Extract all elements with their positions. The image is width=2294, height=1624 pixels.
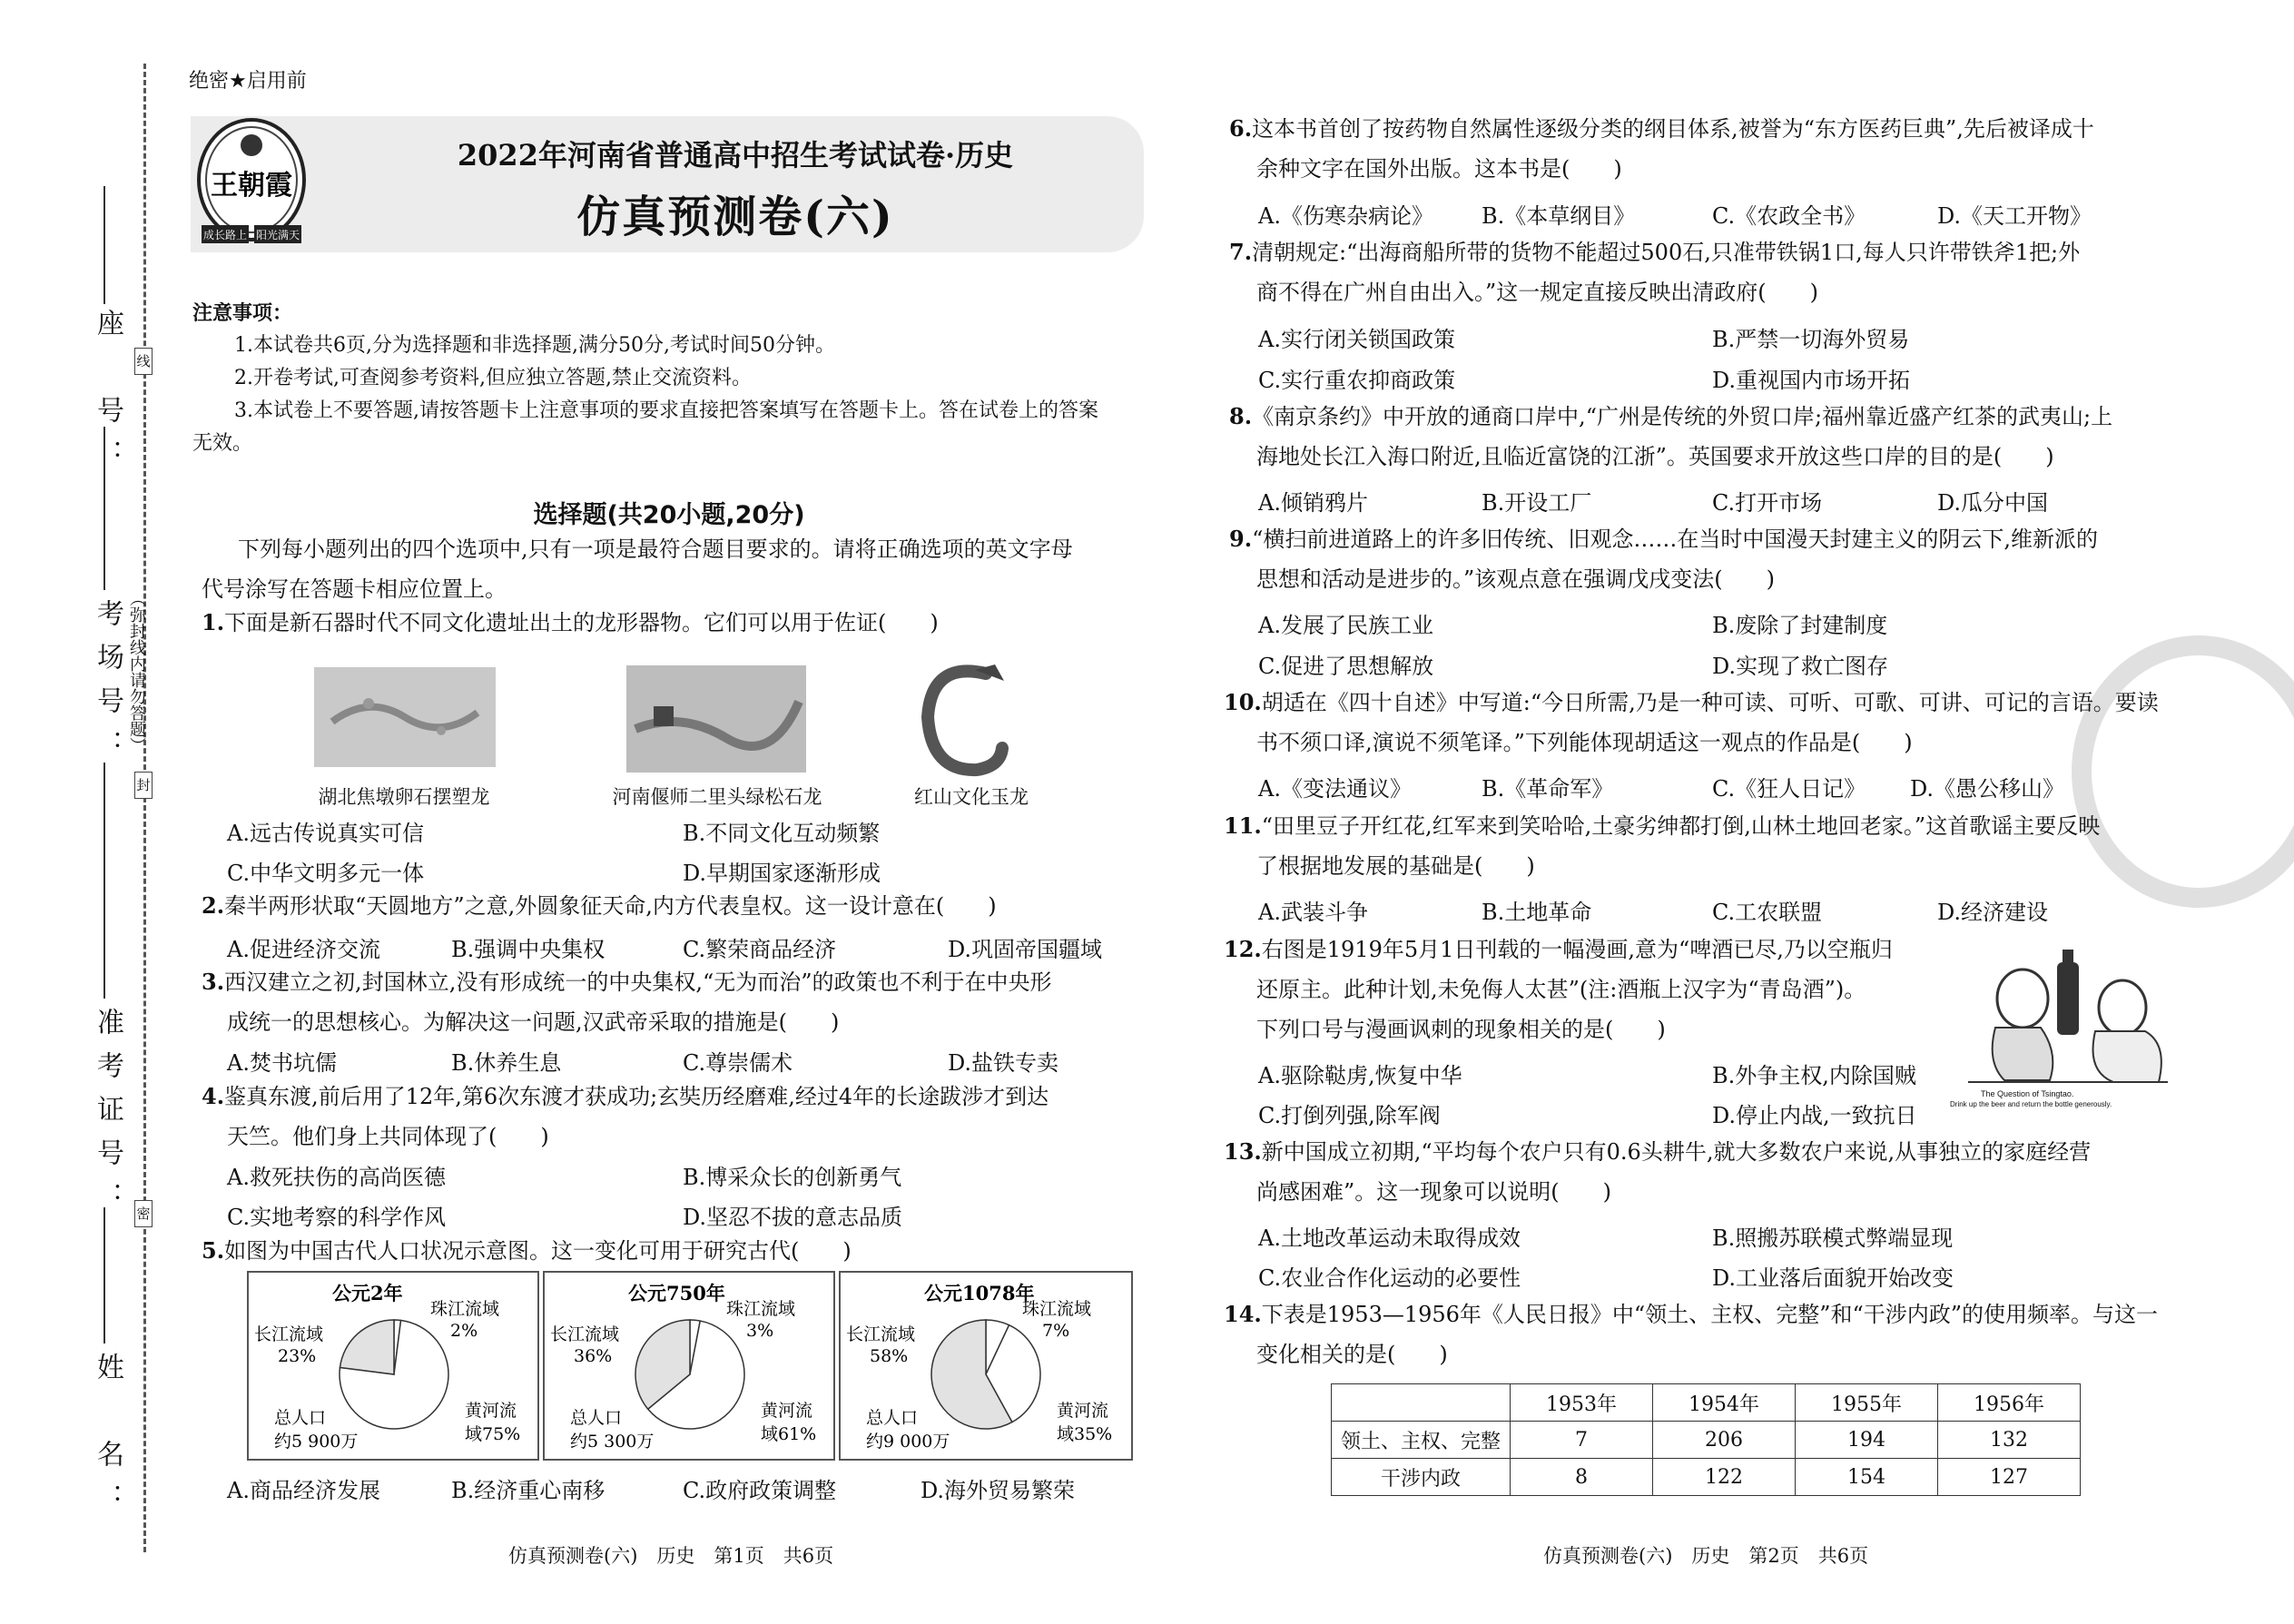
question-7-cont: 商不得在广州自由出入。”这一规定直接反映出清政府( ) [1256, 280, 1818, 305]
option[interactable]: C.工农联盟 [1712, 900, 1823, 925]
question-12-cont: 还原主。此种计划,未免侮人太甚”(注:酒瓶上汉字为“青岛酒”)。 [1256, 977, 1866, 1002]
question-11: 11.“田里豆子开红花,红军来到笑哈哈,土豪劣绅都打倒,山林土地回老家。”这首歌谣主要反映 [1224, 812, 2101, 839]
note-tail: 无效。 [192, 432, 253, 455]
pie-chart-3 [841, 1273, 1131, 1459]
question-14-cont: 变化相关的是( ) [1256, 1342, 1448, 1367]
option[interactable]: A.商品经济发展 [227, 1478, 380, 1503]
secret-mark: 绝密★启用前 [189, 70, 307, 93]
exam-title: 2022年河南省普通高中招生考试试卷·历史 [457, 138, 1014, 172]
table-cell: 194 [1796, 1422, 1938, 1459]
table-cell: 122 [1653, 1459, 1796, 1496]
option[interactable]: C.实地考察的科学作风 [227, 1205, 447, 1230]
pie-title: 公元1078年 [924, 1282, 1035, 1304]
seal-note: （弥封线内请勿答题） [127, 590, 146, 753]
option[interactable]: B.《革命军》 [1482, 776, 1614, 802]
option[interactable]: D.盐铁专卖 [948, 1050, 1059, 1076]
option[interactable]: B.经济重心南移 [451, 1478, 605, 1503]
table-row [1332, 1422, 2081, 1459]
option[interactable]: D.瓜分中国 [1937, 490, 2049, 516]
pie-total: 总人口 [866, 1408, 919, 1428]
seat-label: 座 号： [92, 309, 123, 483]
relic-caption: 湖北焦墩卵石摆塑龙 [318, 786, 490, 808]
table-header: 1954年 [1653, 1384, 1796, 1422]
question-4: 4.鉴真东渡,前后用了12年,第6次东渡才获成功;玄奘历经磨难,经过4年的长途跋涉才到达 [202, 1083, 1049, 1109]
pie-chart-box [247, 1271, 539, 1461]
pie-label: 域75% [465, 1424, 521, 1444]
pie-total: 总人口 [570, 1408, 623, 1428]
seal-mark-xian: 线 [134, 348, 153, 375]
pie-label: 58% [870, 1346, 909, 1366]
brand-logo [194, 114, 309, 251]
pie-label: 黄河流 [1057, 1401, 1109, 1421]
option[interactable]: D.经济建设 [1937, 900, 2049, 925]
option[interactable]: A.发展了民族工业 [1258, 613, 1433, 638]
footer-right: 仿真预测卷(六) 历史 第2页 共6页 [1543, 1545, 1869, 1567]
relic-photo-1 [314, 667, 496, 767]
option[interactable]: C.实行重农抑商政策 [1258, 368, 1456, 393]
notes-heading: 注意事项： [192, 301, 293, 325]
option[interactable]: C.打倒列强,除军阀 [1258, 1103, 1441, 1128]
question-5: 5.如图为中国古代人口状况示意图。这一变化可用于研究古代( ) [202, 1237, 852, 1264]
logo-tag-1: 成长路上 [202, 229, 248, 241]
pie-chart-2 [545, 1273, 833, 1459]
option[interactable]: A.武装斗争 [1258, 900, 1368, 925]
option[interactable]: A.倾销鸦片 [1258, 490, 1368, 516]
option[interactable]: A.救死扶伤的高尚医德 [227, 1165, 446, 1190]
jade-dragon-photo [913, 654, 1013, 781]
table-header: 1956年 [1938, 1384, 2081, 1422]
option[interactable]: B.严禁一切海外贸易 [1712, 327, 1910, 352]
pie-slice-长江流域 [340, 1320, 394, 1374]
question-7: 7.清朝规定:“出海商船所带的货物不能超过500石,只准带铁锅1口,每人只许带铁斧1把;外 [1229, 239, 2081, 265]
option[interactable]: C.打开市场 [1712, 490, 1823, 516]
id-blank[interactable] [103, 763, 105, 999]
pie-total: 总人口 [274, 1408, 327, 1428]
question-11-cont: 了根据地发展的基础是( ) [1256, 853, 1535, 879]
option[interactable]: B.外争主权,内除国贼 [1712, 1063, 1916, 1088]
logo-tag-2: 阳光满天 [255, 229, 300, 241]
question-3-cont: 成统一的思想核心。为解决这一问题,汉武帝采取的措施是( ) [227, 1009, 840, 1035]
option[interactable]: C.尊崇儒术 [683, 1050, 793, 1076]
pie-label: 3% [746, 1321, 774, 1341]
option[interactable]: B.博采众长的创新勇气 [683, 1165, 902, 1190]
section-title: 选择题(共20小题,20分) [533, 501, 805, 529]
option[interactable]: B.开设工厂 [1482, 490, 1592, 516]
pie-label: 珠江流域 [1022, 1299, 1092, 1319]
pie-label: 2% [450, 1321, 478, 1341]
option[interactable]: D.停止内战,一致抗日 [1712, 1103, 1917, 1128]
question-14: 14.下表是1953—1956年《人民日报》中“领土、主权、完整”和“干涉内政”的使用频率。与这一 [1224, 1301, 2158, 1327]
name-blank[interactable] [103, 1207, 105, 1343]
pie-label: 23% [278, 1346, 317, 1366]
room-label: 考场号： [92, 599, 123, 773]
pie-chart-box [543, 1271, 835, 1461]
name-label: 姓 名： [92, 1353, 123, 1527]
pie-label: 黄河流 [465, 1401, 517, 1421]
option[interactable]: A.《伤寒杂病论》 [1258, 203, 1433, 229]
question-8: 8.《南京条约》中开放的通商口岸中,“广州是传统的外贸口岸;福州靠近盛产红茶的武夷山;上 [1229, 403, 2113, 429]
pie-title: 公元2年 [332, 1282, 403, 1304]
option[interactable]: B.废除了封建制度 [1712, 613, 1888, 638]
note-item: 3.本试卷上不要答题,请按答题卡上注意事项的要求直接把答案填写在答题卡上。答在试卷上的答案 [234, 399, 1098, 422]
option[interactable]: C.《农政全书》 [1712, 203, 1866, 229]
question-8-cont: 海地处长江入海口附近,且临近富饶的江浙”。英国要求开放这些口岸的目的是( ) [1256, 444, 2054, 469]
id-label: 准考证号： [92, 1008, 123, 1225]
frequency-table [1331, 1383, 2081, 1496]
table-row [1332, 1459, 2081, 1496]
question-9-cont: 思想和活动是进步的。”该观点意在强调戊戌变法( ) [1256, 566, 1775, 592]
option[interactable]: B.休养生息 [451, 1050, 562, 1076]
pie-total: 约9 000万 [866, 1432, 950, 1452]
pie-label: 36% [574, 1346, 613, 1366]
option[interactable]: D.早期国家逐渐形成 [683, 861, 881, 886]
pie-chart-box [839, 1271, 1133, 1461]
option[interactable]: D.实现了救亡图存 [1712, 654, 1889, 679]
option[interactable]: D.坚忍不拔的意志品质 [683, 1205, 903, 1230]
table-cell: 127 [1938, 1459, 2081, 1496]
option[interactable]: A.《变法通议》 [1258, 776, 1412, 802]
relic-caption: 红山文化玉龙 [914, 786, 1029, 808]
pie-chart-1 [249, 1273, 537, 1459]
option[interactable]: A.远古传说真实可信 [227, 821, 424, 846]
binding-line [143, 64, 146, 1552]
option[interactable]: D.工业落后面貌开始改变 [1712, 1265, 1954, 1291]
note-item: 2.开卷考试,可查阅参考资料,但应独立答题,禁止交流资料。 [234, 367, 752, 389]
question-2: 2.秦半两形状取“天圆地方”之意,外圆象征天命,内方代表皇权。这一设计意在( ) [202, 892, 997, 919]
option[interactable]: B.不同文化互动频繁 [683, 821, 881, 846]
watermark-seal [2072, 635, 2294, 908]
pie-label: 长江流域 [254, 1324, 324, 1344]
table-header [1332, 1384, 1511, 1422]
pie-label: 黄河流 [761, 1401, 813, 1421]
question-13-cont: 尚感困难”。这一现象可以说明( ) [1256, 1179, 1611, 1205]
relic-photo-2 [626, 665, 806, 773]
question-12-cont: 下列口号与漫画讽刺的现象相关的是( ) [1256, 1017, 1666, 1042]
pie-label: 域35% [1057, 1424, 1113, 1444]
seat-blank[interactable] [103, 186, 105, 304]
question-4-cont: 天竺。他们身上共同体现了( ) [227, 1124, 549, 1149]
note-item: 1.本试卷共6页,分为选择题和非选择题,满分50分,考试时间50分钟。 [234, 334, 835, 357]
cartoon-image [1950, 944, 2177, 1109]
option[interactable]: C.政府政策调整 [683, 1478, 837, 1503]
pie-label: 珠江流域 [726, 1299, 796, 1319]
option[interactable]: A.实行闭关锁国政策 [1258, 327, 1455, 352]
option[interactable]: C.促进了思想解放 [1258, 654, 1434, 679]
pie-total: 约5 300万 [570, 1432, 655, 1452]
question-13: 13.新中国成立初期,“平均每个农户只有0.6头耕牛,就大多数农户来说,从事独立的家庭经营 [1224, 1138, 2092, 1165]
cartoon-caption: The Question of Tsingtao. [1981, 1089, 2074, 1098]
section-intro: 下列每小题列出的四个选项中,只有一项是最符合题目要求的。请将正确选项的英文字母 [238, 536, 1073, 562]
logo-text: 王朝霞 [211, 170, 292, 202]
cartoon-caption: Drink up the beer and return the bottle generously. [1950, 1100, 2112, 1108]
option[interactable]: A.促进经济交流 [227, 937, 380, 962]
table-cell: 206 [1653, 1422, 1796, 1459]
option[interactable]: B.《本草纲目》 [1482, 203, 1636, 229]
pie-label: 7% [1042, 1321, 1070, 1341]
question-6-cont: 余种文字在国外出版。这本书是( ) [1256, 156, 1622, 182]
question-10-cont: 书不须口译,演说不须笔译。”下列能体现胡适这一观点的作品是( ) [1256, 730, 1913, 755]
pie-title: 公元750年 [628, 1282, 725, 1304]
table-header: 1953年 [1511, 1384, 1653, 1422]
question-1: 1.下面是新石器时代不同文化遗址出土的龙形器物。它们可以用于佐证( ) [202, 609, 939, 635]
seal-mark-feng: 封 [134, 772, 153, 799]
pie-label: 长江流域 [550, 1324, 620, 1344]
pie-label: 长江流域 [846, 1324, 916, 1344]
table-cell: 132 [1938, 1422, 2081, 1459]
pie-label: 珠江流域 [430, 1299, 500, 1319]
table-cell: 8 [1511, 1459, 1653, 1496]
footer-left: 仿真预测卷(六) 历史 第1页 共6页 [508, 1545, 834, 1567]
option[interactable]: C.繁荣商品经济 [683, 937, 837, 962]
table-cell: 干涉内政 [1332, 1459, 1511, 1496]
question-10: 10.胡适在《四十自述》中写道:“今日所需,乃是一种可读、可听、可歌、可讲、可记的言语。要读 [1224, 689, 2159, 715]
option[interactable]: A.焚书坑儒 [227, 1050, 337, 1076]
pie-label: 域61% [761, 1424, 817, 1444]
pie-total: 约5 900万 [274, 1432, 359, 1452]
option[interactable]: B.照搬苏联模式弊端显现 [1712, 1225, 1954, 1251]
exam-subtitle: 仿真预测卷(六) [576, 192, 894, 242]
question-6: 6.这本书首创了按药物自然属性逐级分类的纲目体系,被誉为“东方医药巨典”,先后被译成十 [1229, 115, 2094, 142]
option[interactable]: D.《愚公移山》 [1910, 776, 2065, 802]
table-cell: 7 [1511, 1422, 1653, 1459]
section-intro: 代号涂写在答题卡相应位置上。 [202, 576, 507, 602]
option[interactable]: C.《狂人日记》 [1712, 776, 1866, 802]
option[interactable]: A.驱除鞑虏,恢复中华 [1258, 1063, 1462, 1088]
table-cell: 154 [1796, 1459, 1938, 1496]
table-cell: 领土、主权、完整 [1332, 1422, 1511, 1459]
option[interactable]: B.土地革命 [1482, 900, 1592, 925]
option[interactable]: A.土地改革运动未取得成效 [1258, 1225, 1521, 1251]
option[interactable]: D.重视国内市场开拓 [1712, 368, 1911, 393]
question-12: 12.右图是1919年5月1日刊载的一幅漫画,意为“啤酒已尽,乃以空瓶归 [1224, 936, 1893, 962]
option[interactable]: C.农业合作化运动的必要性 [1258, 1265, 1521, 1291]
table-header: 1955年 [1796, 1384, 1938, 1422]
option[interactable]: B.强调中央集权 [451, 937, 605, 962]
relic-caption: 河南偃师二里头绿松石龙 [612, 786, 822, 808]
seal-mark-mi: 密 [134, 1200, 153, 1227]
option[interactable]: D.《天工开物》 [1937, 203, 2092, 229]
option[interactable]: D.海外贸易繁荣 [921, 1478, 1076, 1503]
option[interactable]: C.中华文明多元一体 [227, 861, 425, 886]
question-3: 3.西汉建立之初,封国林立,没有形成统一的中央集权,“无为而治”的政策也不利于在中央形 [202, 969, 1052, 995]
room-blank[interactable] [103, 427, 105, 590]
question-9: 9.“横扫前进道路上的许多旧传统、旧观念……在当时中国漫天封建主义的阴云下,维新派的 [1229, 526, 2098, 552]
option[interactable]: D.巩固帝国疆域 [948, 937, 1103, 962]
